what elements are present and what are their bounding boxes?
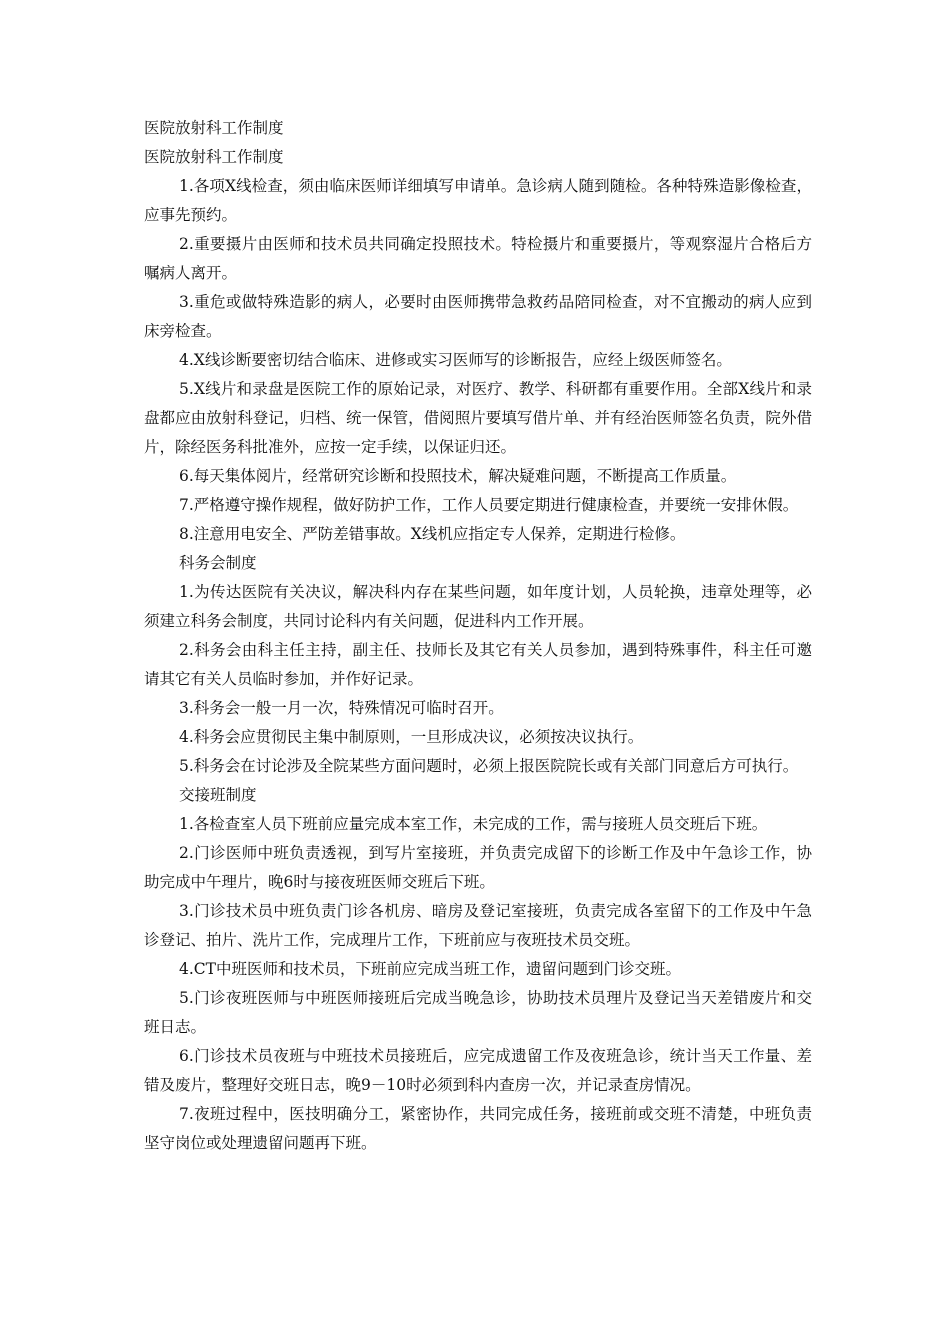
rule-item: 6.每天集体阅片，经常研究诊断和投照技术，解决疑难问题，不断提高工作质量。 (179, 467, 737, 485)
section-shift-handover (144, 781, 812, 1158)
rule-item: 1.各检查室人员下班前应量完成本室工作，未完成的工作，需与接班人员交班后下班。 (179, 815, 768, 833)
rule-item: 4.CT中班医师和技术员，下班前应完成当班工作，遗留问题到门诊交班。 (179, 960, 681, 978)
rule-item: 4.Ⅹ线诊断要密切结合临床、进修或实习医师写的诊断报告，应经上级医师签名。 (179, 351, 732, 369)
rule-item: 3.科务会一般一月一次，特殊情况可临时召开。 (179, 699, 504, 717)
document-page (144, 114, 812, 1158)
rule-item: 3.重危或做特殊造影的病人，必要时由医师携带急救药品陪同检查，对不宜搬动的病人应到床旁检查。 (144, 293, 812, 340)
rule-item: 4.科务会应贯彻民主集中制原则，一旦形成决议，必须按决议执行。 (179, 728, 644, 746)
section-department-meeting (144, 549, 812, 781)
rule-item: 2.重要摄片由医师和技术员共同确定投照技术。特检摄片和重要摄片，等观察湿片合格后方嘱病人离开。 (144, 235, 812, 282)
rule-item: 6.门诊技术员夜班与中班技术员接班后，应完成遗留工作及夜班急诊，统计当天工作量、差错及废片，整理好交班日志，晚9－10时必须到科内查房一次，并记录查房情况。 (144, 1047, 812, 1094)
document-subtitle: 医院放射科工作制度 (144, 148, 284, 166)
rule-item: 2.门诊医师中班负责透视，到写片室接班，并负责完成留下的诊断工作及中午急诊工作，协助完成中午理片，晚6时与接夜班医师交班后下班。 (144, 844, 812, 891)
section-heading: 科务会制度 (179, 554, 257, 572)
rule-item: 5.门诊夜班医师与中班医师接班后完成当晚急诊，协助技术员理片及登记当天差错废片和交班日志。 (144, 989, 812, 1036)
rule-item: 1.为传达医院有关决议，解决科内存在某些问题，如年度计划，人员轮换，违章处理等，必须建立科务会制度，共同讨论科内有关问题，促进科内工作开展。 (144, 583, 812, 630)
rule-item: 7.严格遵守操作规程，做好防护工作，工作人员要定期进行健康检查，并要统一安排休假。 (179, 496, 799, 514)
section-heading: 交接班制度 (179, 786, 257, 804)
rule-item: 8.注意用电安全、严防差错事故。Ⅹ线机应指定专人保养，定期进行检修。 (179, 525, 686, 543)
section-work-rules (144, 172, 812, 549)
document-title: 医院放射科工作制度 (144, 119, 284, 137)
rule-item: 1.各项Ⅹ线检查，须由临床医师详细填写申请单。急诊病人随到随检。各种特殊造影像检查，应事先预约。 (144, 177, 812, 224)
rule-item: 7.夜班过程中，医技明确分工，紧密协作，共同完成任务，接班前或交班不清楚，中班负责坚守岗位或处理遗留问题再下班。 (144, 1105, 812, 1152)
rule-item: 2.科务会由科主任主持，副主任、技师长及其它有关人员参加，遇到特殊事件，科主任可邀请其它有关人员临时参加，并作好记录。 (144, 641, 812, 688)
rule-item: 5.Ⅹ线片和录盘是医院工作的原始记录，对医疗、教学、科研都有重要作用。全部Ⅹ线片和录盘都应由放射科登记，归档、统一保管，借阅照片要填写借片单、并有经治医师签名负责，院外借片，除经医务科批准外，应按一定手续，以保证归还。 (144, 380, 812, 456)
rule-item: 3.门诊技术员中班负责门诊各机房、暗房及登记室接班，负责完成各室留下的工作及中午急诊登记、拍片、洗片工作，完成理片工作，下班前应与夜班技术员交班。 (144, 902, 812, 949)
rule-item: 5.科务会在讨论涉及全院某些方面问题时，必须上报医院院长或有关部门同意后方可执行。 (179, 757, 799, 775)
